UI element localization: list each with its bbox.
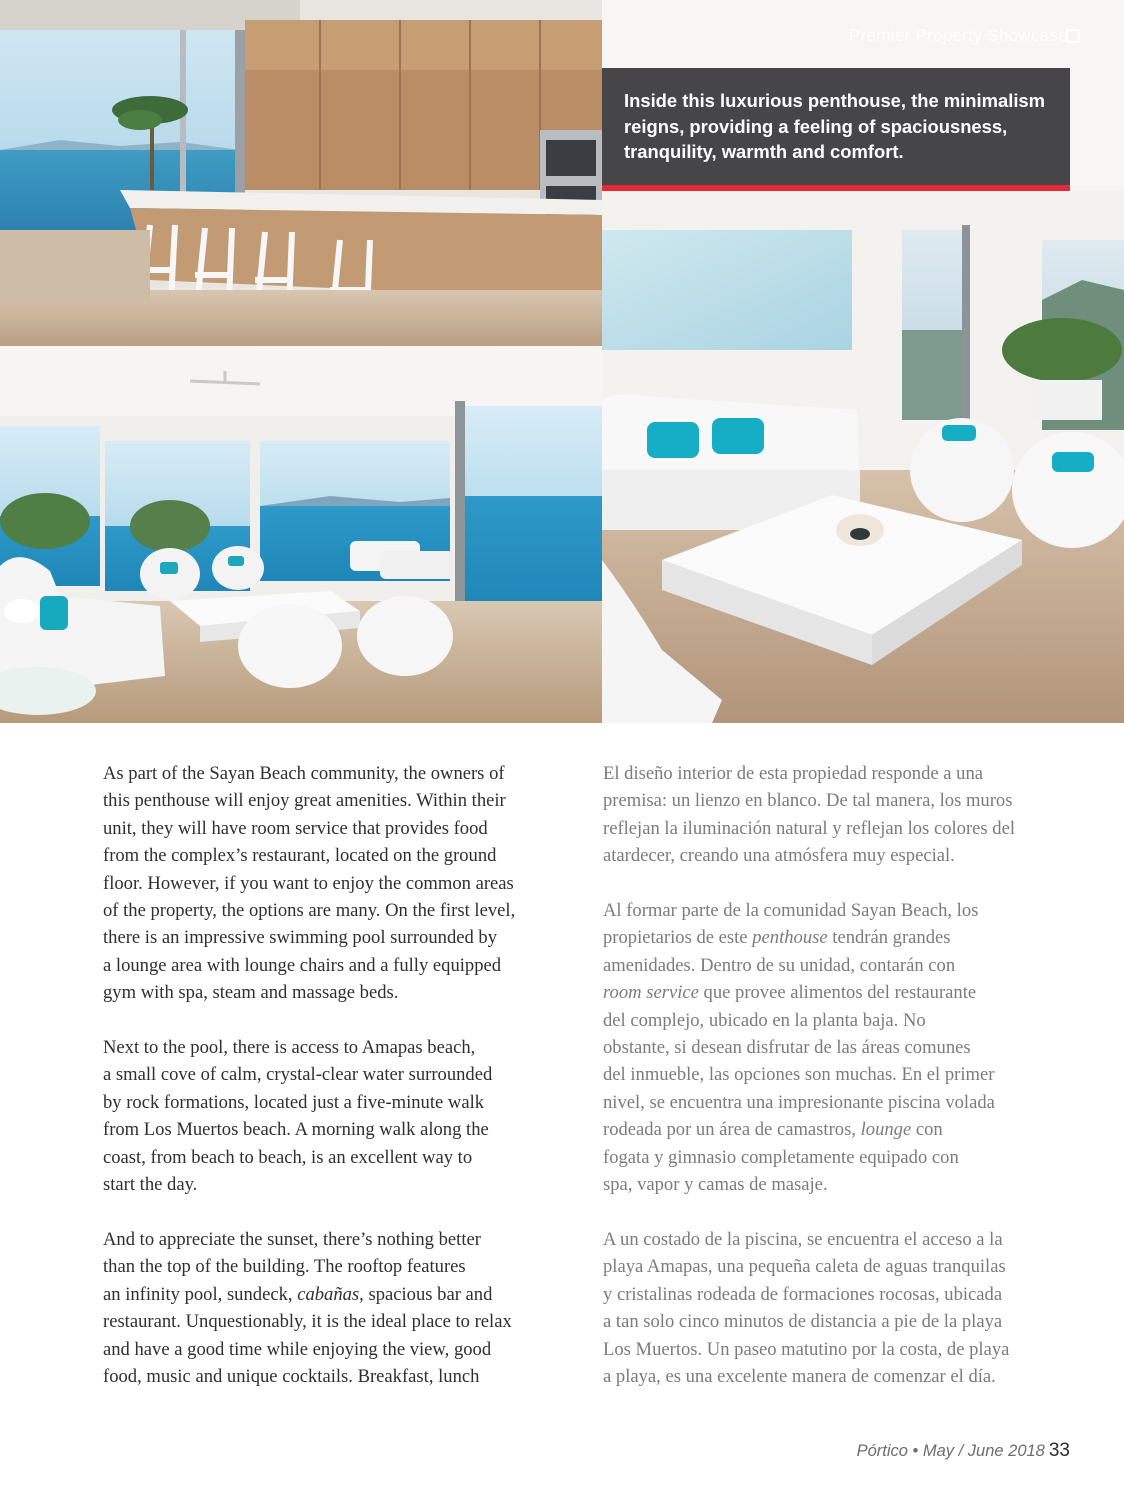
text-line: floor. However, if you want to enjoy the common areas	[103, 872, 514, 894]
kitchen-photo	[0, 0, 602, 346]
italic-term: lounge	[860, 1119, 912, 1141]
text-line: gym with spa, steam and massage beds.	[103, 982, 399, 1004]
text-line: Al formar parte de la comunidad Sayan Beach, los	[603, 900, 979, 922]
text-line: food, music and unique cocktails. Breakfast, lunch	[103, 1365, 480, 1387]
living-room-photo	[0, 346, 602, 723]
text-line: by rock formations, located just a five-minute walk	[103, 1091, 485, 1113]
text-line: y cristalinas rodeada de formaciones rocosas, ubicada	[603, 1283, 1003, 1305]
text-line: del complejo, ubicado en la planta baja. No	[603, 1009, 926, 1031]
text-run: con	[911, 1119, 943, 1141]
text-line: of the property, the options are many. On the first level,	[103, 900, 516, 922]
italic-term: penthouse	[752, 927, 828, 949]
text-line: than the top of the building. The rooftop features	[103, 1256, 466, 1278]
text-line: restaurant. Unquestionably, it is the ideal place to relax	[103, 1311, 512, 1333]
text-line: El diseño interior de esta propiedad responde a una	[603, 763, 984, 784]
text-line	[603, 979, 1075, 1006]
page-number: 33	[1048, 1440, 1070, 1461]
english-paragraph-3	[103, 1226, 573, 1390]
text-line: atardecer, creando una atmósfera muy especial.	[603, 845, 955, 867]
text-line	[603, 1116, 1075, 1143]
text-run: tendrán grandes	[827, 927, 951, 949]
page-footer	[857, 1440, 1070, 1462]
text-line: nivel, se encuentra una impresionante piscina volada	[603, 1091, 995, 1113]
text-line: fogata y gimnasio completamente equipado con	[603, 1146, 959, 1168]
spanish-paragraph-2	[603, 897, 1075, 1198]
text-run: an infinity pool, sundeck,	[103, 1283, 298, 1305]
text-line: Los Muertos. Un paseo matutino por la costa, de playa	[603, 1338, 1010, 1360]
text-line	[603, 924, 1075, 951]
text-run: rodeada por un área de camastros,	[603, 1119, 861, 1141]
text-line: a small cove of calm, crystal-clear water surrounded	[103, 1064, 493, 1086]
text-line: playa Amapas, una pequeña caleta de aguas tranquilas	[603, 1256, 1006, 1278]
text-line: from the complex’s restaurant, located on the ground	[103, 845, 497, 867]
text-line: reflejan la iluminación natural y reflejan los colores del	[603, 817, 1015, 839]
text-run: propietarios de este	[603, 927, 753, 949]
text-line: A un costado de la piscina, se encuentra el acceso a la	[603, 1228, 1003, 1250]
publication-info: Pórtico • May / June 2018	[856, 1442, 1045, 1460]
text-line: amenidades. Dentro de su unidad, contarán con	[603, 954, 956, 976]
text-line: del inmueble, las opciones son muchas. En el primer	[603, 1064, 995, 1086]
photo-caption: Inside this luxurious penthouse, the minimalism reigns, providing a feeling of spaciousness, tranquility, warmth and comfort.	[624, 90, 1046, 162]
spanish-column	[603, 760, 1075, 1418]
text-line: premisa: un lienzo en blanco. De tal manera, los muros	[603, 790, 1013, 812]
square-outline-icon	[1066, 29, 1080, 43]
text-line: from Los Muertos beach. A morning walk along the	[103, 1119, 489, 1141]
text-line: And to appreciate the sunset, there’s nothing better	[103, 1228, 481, 1250]
text-line: start the day.	[103, 1174, 198, 1196]
photo-caption-box	[602, 68, 1070, 191]
text-line: there is an impressive swimming pool surrounded by	[103, 927, 498, 949]
text-line: As part of the Sayan Beach community, the owners of	[103, 763, 505, 784]
section-label: Premier Property Showcase	[848, 26, 1068, 45]
text-line: and have a good time while enjoying the view, good	[103, 1338, 492, 1360]
text-line: a lounge area with lounge chairs and a fully equipped	[103, 954, 502, 976]
text-line	[103, 1281, 573, 1308]
text-line: obstante, si desean disfrutar de las áreas comunes	[603, 1037, 971, 1059]
text-run: , spacious bar and	[359, 1283, 493, 1305]
text-line: unit, they will have room service that provides food	[103, 817, 488, 839]
text-line: Next to the pool, there is access to Amapas beach,	[103, 1037, 476, 1059]
english-paragraph-1	[103, 760, 573, 1007]
text-line: a tan solo cinco minutos de distancia a pie de la playa	[603, 1311, 1003, 1333]
text-line: a playa, es una excelente manera de comenzar el día.	[603, 1365, 996, 1387]
text-line: coast, from beach to beach, is an excellent way to	[103, 1146, 473, 1168]
english-paragraph-2	[103, 1034, 573, 1198]
spanish-paragraph-1	[603, 760, 1075, 870]
english-column	[103, 760, 573, 1418]
italic-term: room service	[603, 982, 699, 1004]
spanish-paragraph-3	[603, 1226, 1075, 1390]
text-line: spa, vapor y camas de masaje.	[603, 1174, 828, 1196]
italic-term: cabañas	[297, 1283, 360, 1305]
text-line: this penthouse will enjoy great amenities. Within their	[103, 790, 506, 812]
text-run: que provee alimentos del restaurante	[698, 982, 977, 1004]
